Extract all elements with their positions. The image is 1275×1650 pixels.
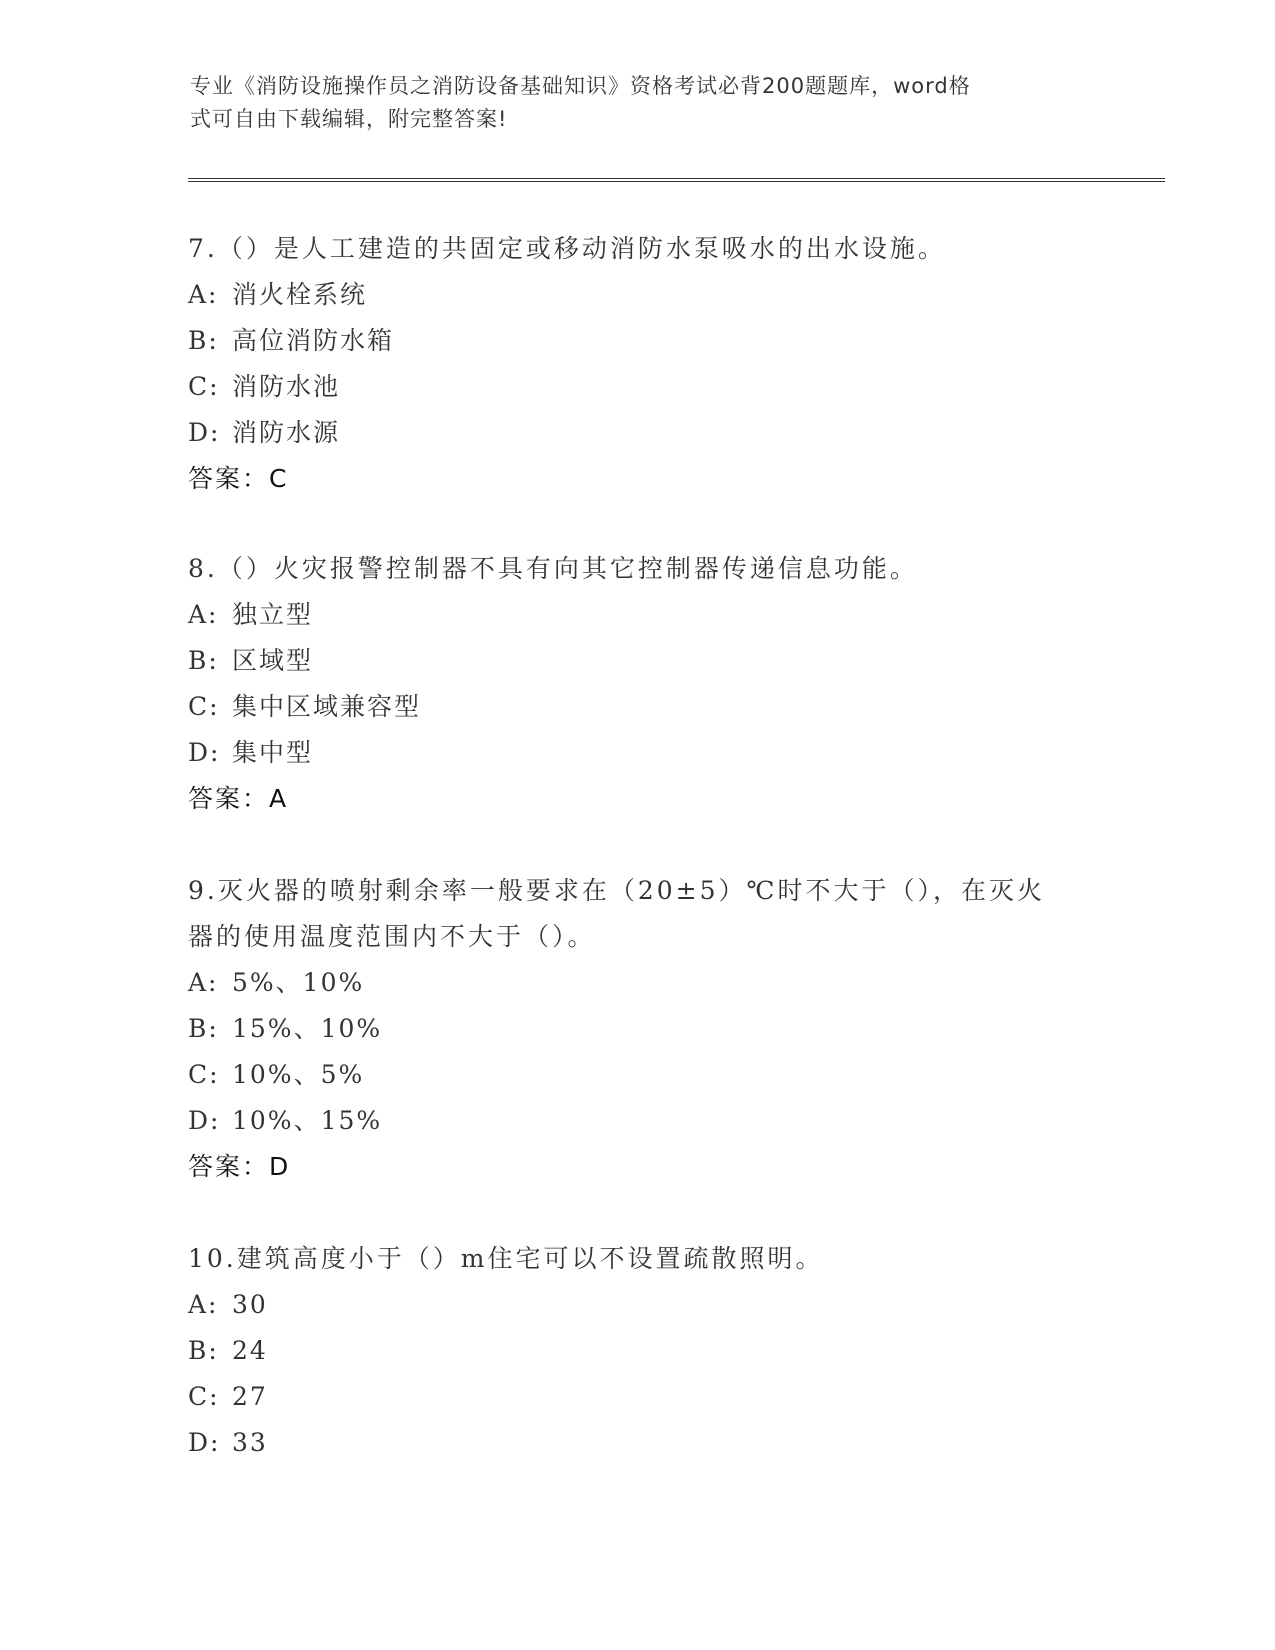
option-text: 5%、10% [232, 968, 365, 997]
option-letter: C: [188, 692, 220, 721]
question-7 [188, 226, 1088, 502]
question-stem: 8.（）火灾报警控制器不具有向其它控制器传递信息功能。 [188, 554, 918, 583]
option-letter: A: [188, 968, 219, 997]
question-8 [188, 546, 1088, 822]
header-line-2: 式可自由下载编辑，附完整答案! [190, 107, 508, 131]
option-c [188, 1052, 1088, 1098]
header-divider [188, 178, 1165, 182]
option-c [188, 1374, 1088, 1420]
question-stem-line-1: 9.灭火器的喷射剩余率一般要求在（20±5）℃时不大于（），在灭火 [188, 876, 1045, 905]
answer-line: 答案：A [188, 784, 289, 813]
option-letter: B: [188, 646, 219, 675]
option-text: 24 [232, 1336, 268, 1365]
option-text: 高位消防水箱 [232, 326, 395, 355]
option-text: 33 [232, 1428, 268, 1457]
option-letter: A: [188, 1290, 219, 1319]
option-letter: D: [188, 738, 221, 767]
option-d [188, 730, 1088, 776]
answer-line: 答案：D [188, 1152, 291, 1181]
option-a [188, 272, 1088, 318]
option-d [188, 410, 1088, 456]
option-a [188, 960, 1088, 1006]
option-text: 15%、10% [232, 1014, 383, 1043]
option-b [188, 318, 1088, 364]
option-d [188, 1420, 1088, 1466]
question-stem: 7.（）是人工建造的共固定或移动消防水泵吸水的出水设施。 [188, 234, 946, 263]
option-letter: A: [188, 600, 219, 629]
option-letter: D: [188, 1106, 221, 1135]
option-c [188, 364, 1088, 410]
option-b [188, 638, 1088, 684]
document-header [190, 70, 1080, 136]
option-text: 10%、5% [232, 1060, 365, 1089]
question-stem: 10.建筑高度小于（）m住宅可以不设置疏散照明。 [188, 1244, 824, 1273]
option-text: 消防水源 [232, 418, 341, 447]
option-letter: A: [188, 280, 219, 309]
option-b [188, 1006, 1088, 1052]
option-text: 30 [232, 1290, 268, 1319]
answer-line: 答案：C [188, 464, 289, 493]
question-9 [188, 868, 1088, 1190]
option-letter: B: [188, 1336, 219, 1365]
option-text: 消防水池 [232, 372, 341, 401]
option-text: 集中型 [232, 738, 314, 767]
option-a [188, 1282, 1088, 1328]
option-text: 区域型 [232, 646, 314, 675]
option-b [188, 1328, 1088, 1374]
option-text: 27 [232, 1382, 268, 1411]
option-c [188, 684, 1088, 730]
question-10 [188, 1236, 1088, 1466]
option-letter: D: [188, 418, 221, 447]
option-text: 消火栓系统 [232, 280, 368, 309]
option-letter: C: [188, 1382, 220, 1411]
header-line-1: 专业《消防设施操作员之消防设备基础知识》资格考试必背200题题库，word格 [190, 74, 971, 98]
option-letter: C: [188, 1060, 220, 1089]
option-text: 独立型 [232, 600, 314, 629]
question-stem-line-2: 器的使用温度范围内不大于（）。 [188, 922, 596, 951]
option-letter: D: [188, 1428, 221, 1457]
option-text: 10%、15% [232, 1106, 383, 1135]
option-letter: B: [188, 1014, 219, 1043]
option-letter: C: [188, 372, 220, 401]
option-a [188, 592, 1088, 638]
option-text: 集中区域兼容型 [232, 692, 422, 721]
option-letter: B: [188, 326, 219, 355]
option-d [188, 1098, 1088, 1144]
